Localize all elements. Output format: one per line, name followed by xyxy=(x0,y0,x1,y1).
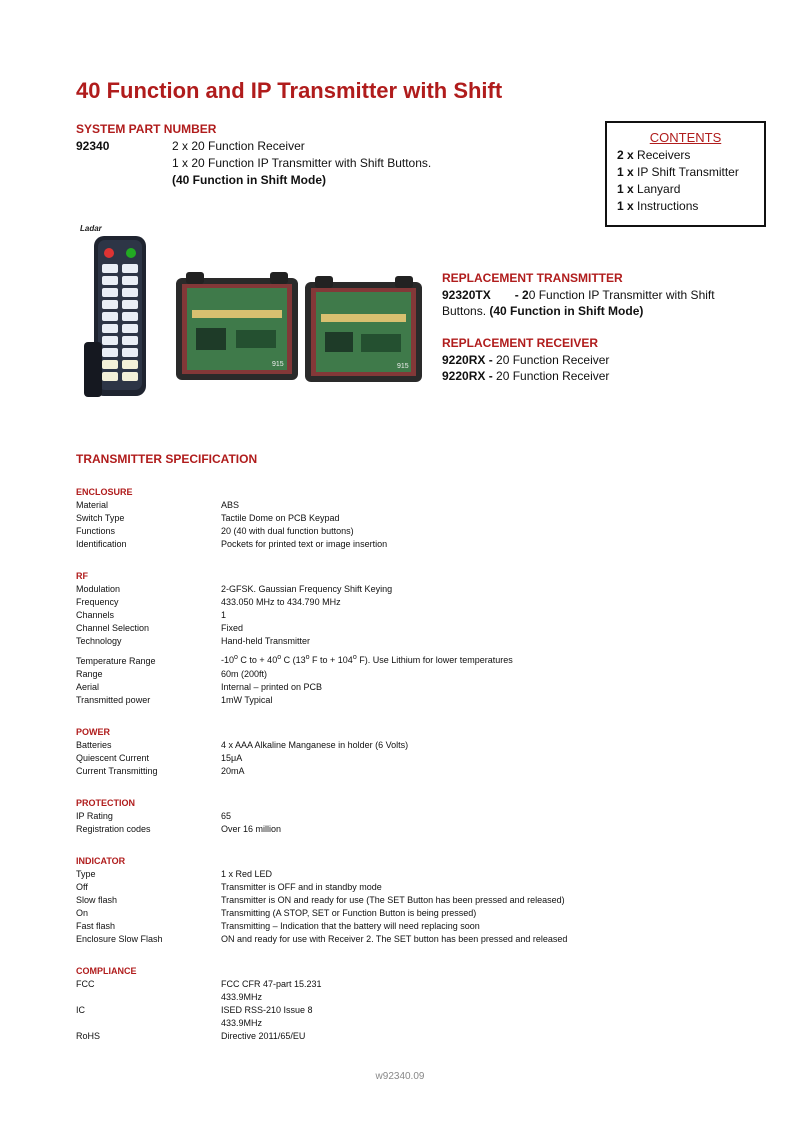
spec-label: Technology xyxy=(76,636,122,646)
spec-value: Internal – printed on PCB xyxy=(221,682,323,692)
replacement-transmitter-line-2: Buttons. (40 Function in Shift Mode) xyxy=(442,304,644,318)
document-code: w92340.09 xyxy=(375,1071,425,1082)
transmitter-key xyxy=(122,312,138,321)
transmitter-key xyxy=(122,288,138,297)
spec-label: FCC xyxy=(76,979,95,989)
spec-value: Transmitter is ON and ready for use (The SET Button has been pressed and released) xyxy=(221,895,565,905)
transmitter-key xyxy=(102,360,118,369)
replacement-transmitter-heading: REPLACEMENT TRANSMITTER xyxy=(442,271,623,285)
system-part-number: 92340 xyxy=(76,139,110,153)
spec-label: RoHS xyxy=(76,1031,101,1041)
replacement-receiver-item: 9220RX - 20 Function Receiver xyxy=(442,369,610,383)
transmitter-key xyxy=(122,348,138,357)
spec-label: Fast flash xyxy=(76,921,116,931)
spec-label: Off xyxy=(76,882,88,892)
replacement-receiver-heading: REPLACEMENT RECEIVER xyxy=(442,336,599,350)
spec-value: Tactile Dome on PCB Keypad xyxy=(221,513,340,523)
spec-label: Batteries xyxy=(76,740,112,750)
contents-box xyxy=(605,121,766,227)
transmitter-key xyxy=(122,300,138,309)
transmitter-key xyxy=(102,312,118,321)
spec-label: Slow flash xyxy=(76,895,118,905)
transmitter-key xyxy=(102,348,118,357)
transmitter-key xyxy=(102,336,118,345)
spec-value: 65 xyxy=(221,811,232,821)
transmitter-key xyxy=(102,324,118,333)
spec-label: Identification xyxy=(76,539,127,549)
spec-value: Transmitting – Indication that the battery will need replacing soon xyxy=(221,921,480,931)
replacement-receiver-item: 9220RX - 20 Function Receiver xyxy=(442,353,610,367)
spec-value: 20mA xyxy=(221,766,245,776)
receiver-label: 915 xyxy=(272,361,284,368)
spec-value: 1 xyxy=(221,610,227,620)
spec-value: Pockets for printed text or image insertion xyxy=(221,539,388,549)
spec-value: Directive 2011/65/EU xyxy=(221,1031,306,1041)
spec-label: Functions xyxy=(76,526,116,536)
spec-label: Current Transmitting xyxy=(76,766,158,776)
contents-item: 1 x IP Shift Transmitter xyxy=(617,165,739,179)
spec-label: Material xyxy=(76,500,109,510)
spec-label: Type xyxy=(76,869,96,879)
receiver-image xyxy=(305,272,422,395)
spec-value: 433.9MHz xyxy=(221,992,263,1002)
spec-value: Hand-held Transmitter xyxy=(221,636,311,646)
temperature-range-value: -10$^o$ C to + $40^o$ C (13$^o$ F to + $104^o$ F). Use Lithium for lower temperatures xyxy=(221,654,513,665)
spec-value: 2-GFSK. Gaussian Frequency Shift Keying xyxy=(221,584,393,594)
receiver-label: 915 xyxy=(397,363,409,370)
spec-label: On xyxy=(76,908,89,918)
transmitter-key xyxy=(122,360,138,369)
spec-value: ON and ready for use with Receiver 2. The SET button has been pressed and released xyxy=(221,934,568,944)
spec-label: Channels xyxy=(76,610,115,620)
spec-value: 15μA xyxy=(221,753,243,763)
contents-item: 2 x Receivers xyxy=(617,148,691,162)
transmitter-key xyxy=(122,336,138,345)
transmitter-key xyxy=(122,324,138,333)
section-rf-title: RF xyxy=(76,571,88,581)
section-indicator-title: INDICATOR xyxy=(76,856,126,866)
spec-label: Frequency xyxy=(76,597,119,607)
spec-label: IP Rating xyxy=(76,811,113,821)
ladar-logo: Ladar xyxy=(80,224,102,233)
transmitter-key xyxy=(102,372,118,381)
spec-value: FCC CFR 47-part 15.231 xyxy=(221,979,322,989)
spec-label: Registration codes xyxy=(76,824,151,834)
transmitter-key xyxy=(122,372,138,381)
spec-value: ABS xyxy=(221,500,240,510)
system-line-2: 1 x 20 Function IP Transmitter with Shift Buttons. xyxy=(172,156,432,170)
spec-value: 1 x Red LED xyxy=(221,869,273,879)
spec-label: Range xyxy=(76,669,103,679)
section-compliance-title: COMPLIANCE xyxy=(76,966,137,976)
system-line-1: 2 x 20 Function Receiver xyxy=(172,139,305,153)
transmitter-key xyxy=(122,276,138,285)
spec-value: 433.050 MHz to 434.790 MHz xyxy=(221,597,341,607)
spec-value: Transmitter is OFF and in standby mode xyxy=(221,882,382,892)
system-part-number-heading: SYSTEM PART NUMBER xyxy=(76,122,217,136)
system-line-3: (40 Function in Shift Mode) xyxy=(172,173,326,187)
spec-label: Enclosure Slow Flash xyxy=(76,934,163,944)
spec-value: 1mW Typical xyxy=(221,695,273,705)
spec-value: 60m (200ft) xyxy=(221,669,268,679)
transmitter-key xyxy=(102,300,118,309)
spec-value: 20 (40 with dual function buttons) xyxy=(221,526,354,536)
section-power-title: POWER xyxy=(76,727,111,737)
section-protection-title: PROTECTION xyxy=(76,798,136,808)
contents-title: CONTENTS xyxy=(649,130,722,145)
transmitter-image xyxy=(76,222,172,407)
spec-value: Fixed xyxy=(221,623,244,633)
spec-label: Modulation xyxy=(76,584,121,594)
spec-label: Switch Type xyxy=(76,513,125,523)
contents-item: 1 x Instructions xyxy=(617,199,699,213)
spec-value: Over 16 million xyxy=(221,824,282,834)
page-title: 40 Function and IP Transmitter with Shift xyxy=(76,78,503,103)
spec-value: ISED RSS-210 Issue 8 xyxy=(221,1005,313,1015)
spec-label: Transmitted power xyxy=(76,695,151,705)
transmitter-key xyxy=(102,288,118,297)
section-enclosure-title: ENCLOSURE xyxy=(76,487,133,497)
spec-value: Transmitting (A STOP, SET or Function Button is being pressed) xyxy=(221,908,477,918)
replacement-transmitter-line: 92320TX - 20 Function IP Transmitter with Shift xyxy=(442,288,715,302)
spec-label: Aerial xyxy=(76,682,100,692)
spec-label: Temperature Range xyxy=(76,656,156,666)
transmitter-key xyxy=(102,276,118,285)
receiver-image xyxy=(176,268,298,393)
spec-value: 4 x AAA Alkaline Manganese in holder (6 Volts) xyxy=(221,740,409,750)
spec-label: IC xyxy=(76,1005,85,1015)
spec-value: 433.9MHz xyxy=(221,1018,263,1028)
spec-heading: TRANSMITTER SPECIFICATION xyxy=(76,452,258,466)
transmitter-key xyxy=(102,264,118,273)
spec-label: Channel Selection xyxy=(76,623,150,633)
contents-item: 1 x Lanyard xyxy=(617,182,681,196)
transmitter-key xyxy=(122,264,138,273)
spec-label: Quiescent Current xyxy=(76,753,150,763)
